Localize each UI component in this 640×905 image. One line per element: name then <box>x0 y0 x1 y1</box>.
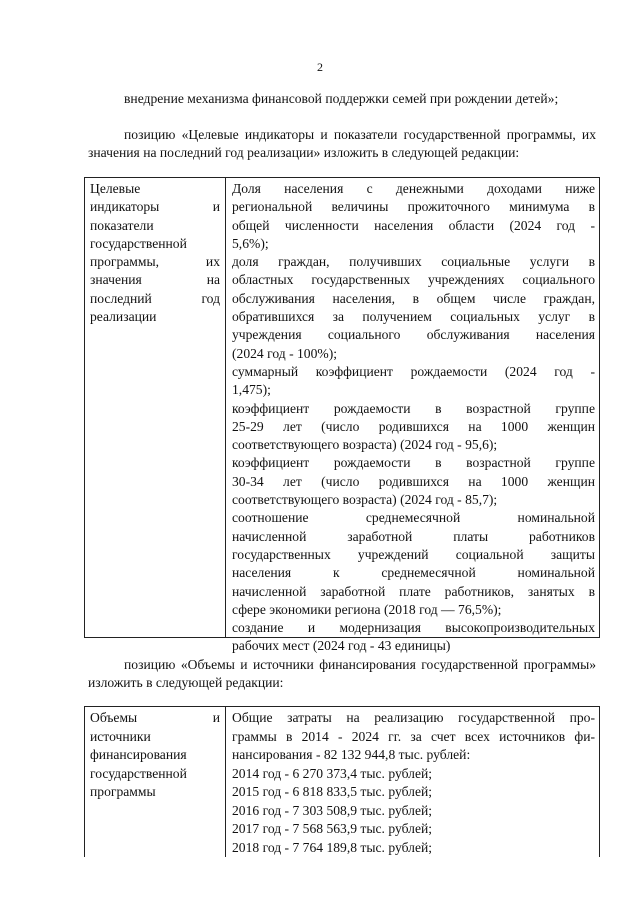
value-line: (2024 год - 100%); <box>232 345 338 361</box>
label-line: последний год <box>90 290 220 306</box>
value-line: Доля населения с денежными доходами ниже <box>232 181 595 196</box>
value-line: суммарный коэффициент рождаемости (2024 год - <box>232 363 595 379</box>
value-line: начисленной заработной платы работников <box>232 528 595 544</box>
value-line: соотношение среднемесячной номинальной <box>232 510 595 526</box>
label-line: показатели <box>90 217 154 233</box>
value-line: 2014 год - 6 270 373,4 тыс. рублей; <box>232 765 433 781</box>
value-line: 2015 год - 6 818 833,5 тыс. рублей; <box>232 784 433 799</box>
value-line: соответствующего возраста) (2024 год - 85,7); <box>232 492 498 508</box>
value-line: 5,6%); <box>232 235 269 251</box>
label-line: индикаторы и <box>90 199 220 215</box>
paragraph-target-indicators: позицию «Целевые индикаторы и показатели государственной программы, их значения на последний год реализации» изложить в следующей редакции: <box>88 127 596 160</box>
paragraph-funding-position: позицию «Объемы и источники финансирования государственной программы» изложить в следующей редакции: <box>88 657 596 690</box>
paragraph-family-support: внедрение механизма финансовой поддержки семей при рождении детей»; <box>124 91 559 106</box>
value-line: 2018 год - 7 764 189,8 тыс. рублей; <box>232 839 433 855</box>
value-line: 1,475); <box>232 382 271 398</box>
value-line: областных государственных учреждениях социального <box>232 272 595 288</box>
funding-table-value-cell <box>226 707 599 857</box>
value-line: создание и модернизация высокопроизводительных <box>232 620 595 636</box>
value-line: обслуживания населения, в общем числе граждан, <box>232 290 595 306</box>
label-line: государственной <box>90 765 187 781</box>
value-line: 30-34 лет (число родившихся на 1000 женщин <box>232 473 595 489</box>
funding-table-label-cell <box>85 707 226 857</box>
value-line: коэффициент рождаемости в возрастной группе <box>232 400 595 416</box>
label-line: источники <box>90 728 151 744</box>
page-number: 2 <box>317 60 323 74</box>
value-line: региональной величины прожиточного минимума в <box>232 199 595 215</box>
value-line: 2017 год - 7 568 563,9 тыс. рублей; <box>232 821 433 836</box>
label-line: Объемы и <box>90 710 220 725</box>
value-line: доля граждан, получивших социальные услуги в <box>232 254 595 270</box>
value-line: обратившихся за получением социальных услуг в <box>232 309 595 325</box>
value-line: 25-29 лет (число родившихся на 1000 женщин <box>232 418 595 434</box>
value-line: соответствующего возраста) (2024 год - 95,6); <box>232 437 498 453</box>
funding-table <box>84 706 600 857</box>
indicators-table <box>84 177 600 654</box>
value-line: общей численности населения области (2024 год - <box>232 217 595 233</box>
value-line: 2016 год - 7 303 508,9 тыс. рублей; <box>232 802 433 818</box>
value-line: населения к среднемесячной номинальной <box>232 565 595 581</box>
value-line: коэффициент рождаемости в возрастной группе <box>232 455 595 471</box>
value-line: рабочих мест (2024 год - 43 единицы) <box>232 638 451 654</box>
value-line: учреждения социального обслуживания населения <box>232 327 595 343</box>
label-line: программы <box>90 784 156 799</box>
value-line: начисленной заработной плате работников, занятых в <box>232 583 595 599</box>
value-line: Общие затраты на реализацию государственной про- <box>232 710 595 725</box>
value-line: граммы в 2014 - 2024 гг. за счет всех источников фи- <box>232 728 595 744</box>
label-line: государственной <box>90 235 187 251</box>
indicators-table-label-cell <box>85 178 226 637</box>
label-line: программы, их <box>90 254 220 270</box>
indicators-table-value-cell <box>226 178 599 654</box>
value-line: нансирования - 82 132 944,8 тыс. рублей: <box>232 747 471 762</box>
value-line: государственных учреждений социальной защиты <box>232 546 595 562</box>
label-line: реализации <box>90 309 157 325</box>
label-line: Целевые <box>90 181 141 196</box>
label-line: финансирования <box>90 747 187 762</box>
value-line: сфере экономики региона (2018 год — 76,5%); <box>232 601 502 617</box>
label-line: значения на <box>90 272 220 288</box>
